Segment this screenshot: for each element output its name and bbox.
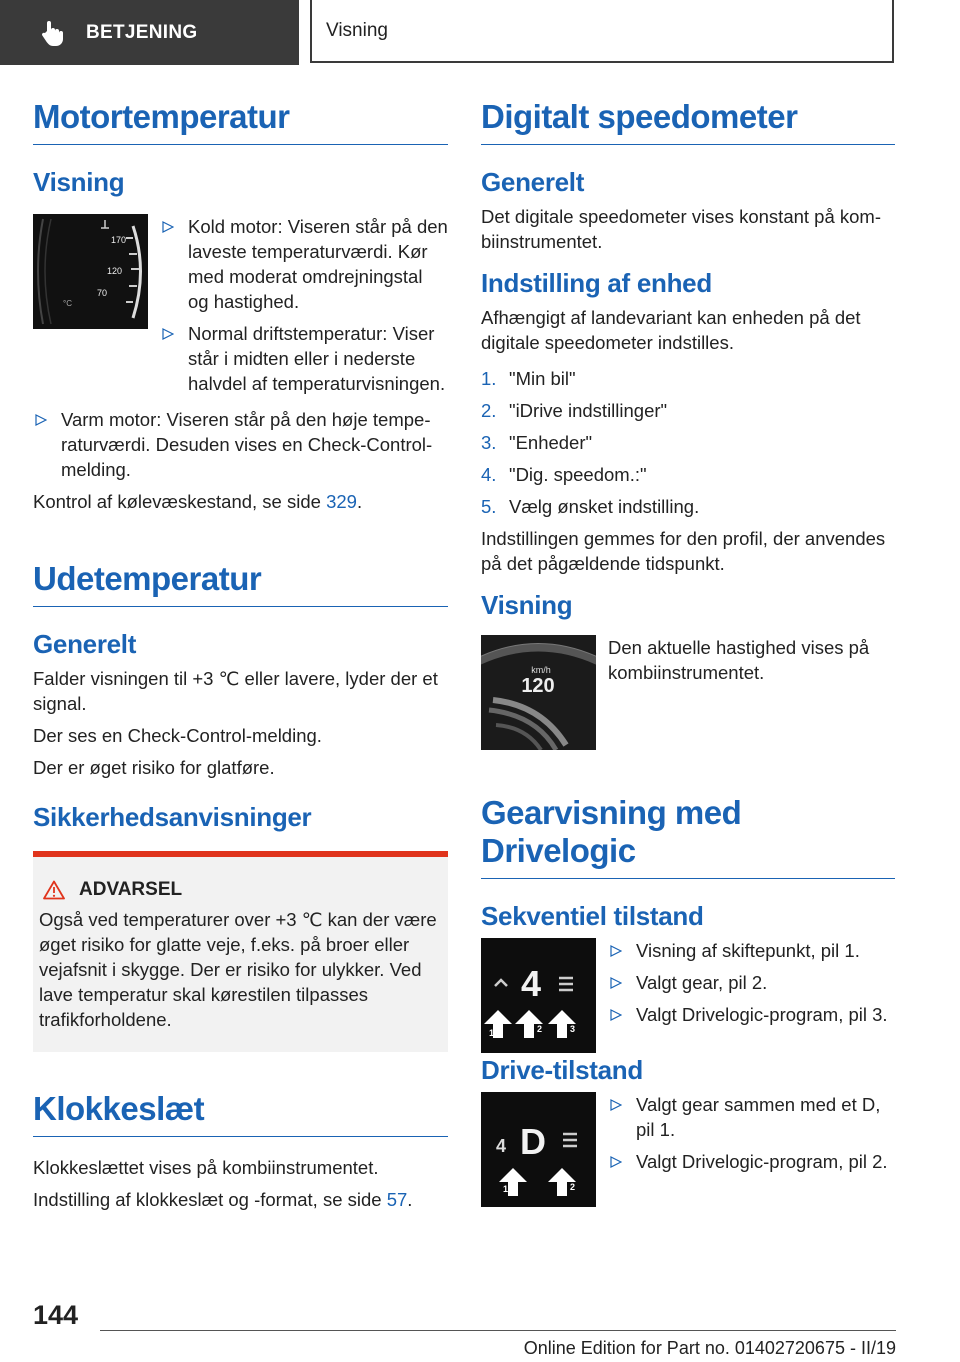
arrow-label: 1 (489, 1028, 495, 1038)
heading-visning: Visning (33, 167, 125, 197)
gauge-label-170: 170 (111, 235, 127, 245)
arrow-label: 2 (570, 1182, 576, 1192)
heading-generelt: Generelt (33, 629, 137, 659)
triangle-bullet-icon (610, 1156, 622, 1168)
list-item: Valgt Drivelogic-program, pil 3. (608, 1002, 895, 1027)
triangle-bullet-icon (610, 1009, 622, 1021)
list-item: Kold motor: Viseren står på den laveste temperaturværdi. Kør med moderat omdrejningstal og hastighed. (160, 214, 448, 314)
drive-mode-label: D (520, 1121, 546, 1162)
heading-motortemperatur: Motortemperatur (33, 98, 448, 145)
list-item: 2. "iDrive indstillinger" (481, 400, 668, 421)
list-item: Valgt gear sammen med et D, pil 1. (608, 1092, 895, 1142)
warning-text: Også ved temperaturer over +3 ℃ kan der være øget risiko for glatte veje, f.eks. på broer eller vejafsnit i skygge. Der er risiko for ulykker. Ved lave temperatur skal kørestilen tilpasses trafikforholdene. (39, 909, 437, 1030)
gear-number-label: 4 (495, 1136, 507, 1156)
right-column (481, 98, 895, 1207)
heading-sekventiel-tilstand: Sekventiel tilstand (481, 901, 704, 931)
paragraph: Den aktuelle hastighed vises på kombiinstrumentet. (608, 637, 870, 683)
heading-drive-tilstand: Drive-tilstand (481, 1055, 643, 1085)
triangle-bullet-icon (610, 1099, 622, 1111)
chapter-header (310, 0, 894, 63)
sequential-gear-image (481, 938, 596, 1053)
paragraph: Der er øget risiko for glatføre. (33, 757, 275, 778)
speed-unit-label: km/h (531, 665, 551, 675)
heading-indstilling-af-enhed: Indstilling af enhed (481, 268, 712, 298)
heading-digitalt-speedometer: Digitalt speedometer (481, 98, 895, 145)
temperature-gauge-image (33, 214, 148, 329)
heading-sikkerhedsanvisninger: Sikkerhedsanvisninger (33, 802, 312, 832)
list-item: 1. "Min bil" (481, 368, 576, 389)
digital-speedometer-image (481, 635, 596, 750)
klokke-paragraph: Indstilling af klokkeslæt og -format, se side 57. (33, 1189, 413, 1210)
triangle-bullet-icon (610, 977, 622, 989)
paragraph: Det digitale speedometer vises konstant på kombiinstrumentet. (481, 206, 882, 252)
arrow-label: 2 (537, 1024, 543, 1034)
speed-value-label: 120 (521, 675, 555, 697)
arrow-label: 3 (570, 1024, 576, 1034)
heading-klokkeslaet: Klokkeslæt (33, 1090, 448, 1137)
gear-number-label: 4 (520, 963, 542, 1004)
triangle-bullet-icon (162, 328, 174, 340)
list-item: 4. "Dig. speedom.:" (481, 464, 647, 485)
section-label: BETJENING (86, 21, 198, 43)
paragraph: Indstillingen gemmes for den profil, der anvendes på det pågældende tidspunkt. (481, 528, 886, 574)
heading-generelt: Generelt (481, 167, 585, 197)
warning-title: ADVARSEL (39, 879, 440, 901)
heading-visning: Visning (481, 590, 573, 620)
gauge-label-70: 70 (97, 288, 108, 298)
list-item: Varm motor: Viseren står på den høje temperaturværdi. Desuden vises en Check-Control-melding. (33, 407, 448, 482)
drive-figure-row (481, 1092, 895, 1207)
paragraph: Klokkeslættet vises på kombiinstrumentet. (33, 1157, 379, 1178)
triangle-bullet-icon (35, 414, 47, 426)
sekventiel-bullets (608, 938, 895, 1053)
chapter-label: Visning (326, 19, 388, 41)
warning-triangle-icon (43, 880, 65, 900)
paragraph: Der ses en Check-Control-melding. (33, 725, 322, 746)
kontrol-paragraph: Kontrol af kølevæskestand, se side 329. (33, 491, 363, 512)
left-column (33, 98, 448, 1212)
hand-pointer-icon (38, 18, 68, 48)
gauge-label-unit: °C (63, 299, 72, 308)
drive-bullets (608, 1092, 895, 1207)
motor-bullets (160, 214, 448, 403)
heading-udetemperatur: Udetemperatur (33, 560, 448, 607)
arrow-icons (484, 1010, 576, 1038)
drive-gear-image (481, 1092, 596, 1207)
section-tab (0, 0, 299, 65)
page-link-57[interactable]: 57 (386, 1189, 408, 1210)
list-item: Valgt Drivelogic-program, pil 2. (608, 1149, 895, 1174)
gauge-label-120: 120 (107, 266, 123, 276)
page-link-329[interactable]: 329 (326, 491, 357, 512)
list-item: Valgt gear, pil 2. (608, 970, 895, 995)
paragraph: Afhængigt af landevariant kan enheden på det digitale speedometer indstilles. (481, 307, 861, 353)
paragraph: Falder visningen til +3 ℃ eller lavere, lyder der et signal. (33, 668, 438, 714)
footer-divider (100, 1330, 896, 1331)
heading-gearvisning: Gearvisning med Drivelogic (481, 794, 895, 879)
triangle-bullet-icon (162, 221, 174, 233)
list-item: Visning af skiftepunkt, pil 1. (608, 938, 895, 963)
list-item: Normal driftstemperatur: Viser står i midten eller i nederste halvdel af temperaturvisningen. (160, 321, 448, 396)
list-item: 3. "Enheder" (481, 432, 593, 453)
list-item: 5. Vælg ønsket indstilling. (481, 496, 700, 517)
sekventiel-figure-row (481, 938, 895, 1053)
motor-bullets-full (33, 407, 448, 482)
speed-figure-row (481, 635, 895, 750)
arrow-label: 1 (503, 1184, 509, 1194)
steps-list (481, 366, 895, 519)
page-number: 144 (33, 1300, 79, 1330)
triangle-bullet-icon (610, 945, 622, 957)
motor-figure-row (33, 214, 448, 403)
edition-text: Online Edition for Part no. 01402720675 - II/19 (523, 1338, 896, 1358)
warning-box (33, 851, 448, 1052)
